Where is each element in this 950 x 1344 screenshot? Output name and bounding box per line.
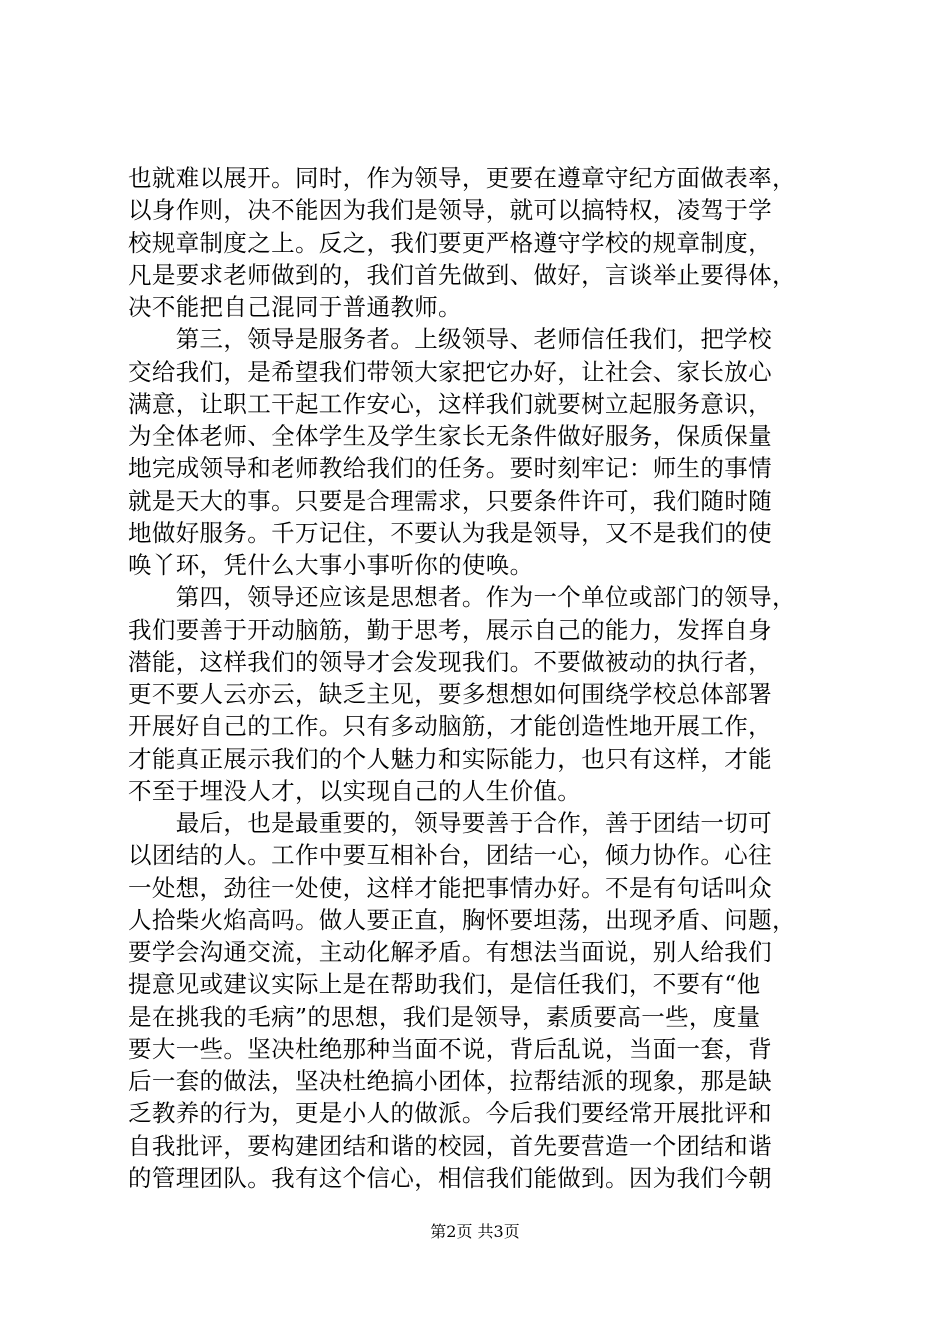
text-line: 满意，让职工干起工作安心，这样我们就要树立起服务意识， bbox=[128, 389, 772, 418]
text-line: 后一套的做法，坚决杜绝搞小团体，拉帮结派的现象，那是缺 bbox=[128, 1067, 772, 1095]
text-line: 第三，领导是服务者。上级领导、老师信任我们，把学校 bbox=[128, 325, 772, 354]
text-line: 以身作则，决不能因为我们是领导，就可以搞特权，凌驾于学 bbox=[128, 196, 772, 225]
text-line: 以团结的人。工作中要互相补台，团结一心，倾力协作。心往 bbox=[128, 841, 772, 870]
text-line: 乏教养的行为，更是小人的做派。今后我们要经常开展批评和 bbox=[128, 1099, 772, 1128]
text-line: 第四，领导还应该是思想者。作为一个单位或部门的领导， bbox=[128, 583, 796, 612]
text-line: 潜能，这样我们的领导才会发现我们。不要做被动的执行者， bbox=[128, 647, 772, 676]
text-line: 校规章制度之上。反之，我们要更严格遵守学校的规章制度， bbox=[128, 228, 772, 257]
text-line: 人拾柴火焰高吗。做人要正直，胸怀要坦荡，出现矛盾、问题， bbox=[128, 905, 796, 934]
text-line: 交给我们，是希望我们带领大家把它办好，让社会、家长放心 bbox=[128, 357, 772, 386]
text-line: 才能真正展示我们的个人魅力和实际能力，也只有这样，才能 bbox=[128, 744, 772, 773]
text-line: 不至于埋没人才，以实现自己的人生价值。 bbox=[128, 776, 582, 805]
text-line: 自我批评，要构建团结和谐的校园，首先要营造一个团结和谐 bbox=[128, 1131, 772, 1160]
text-line: 的管理团队。我有这个信心，相信我们能做到。因为我们今朝 bbox=[128, 1163, 772, 1192]
text-line: 凡是要求老师做到的，我们首先做到、做好，言谈举止要得体， bbox=[128, 260, 796, 289]
body-text bbox=[128, 162, 828, 1194]
text-line: 为全体老师、全体学生及学生家长无条件做好服务，保质保量 bbox=[128, 422, 772, 450]
text-line: 要学会沟通交流，主动化解矛盾。有想法当面说，别人给我们 bbox=[128, 938, 772, 966]
text-line: 要大一些。坚决杜绝那种当面不说，背后乱说，当面一套，背 bbox=[128, 1034, 772, 1063]
text-line: 唤丫环，凭什么大事小事听你的使唤。 bbox=[128, 551, 534, 579]
text-line: 地完成领导和老师教给我们的任务。要时刻牢记：师生的事情 bbox=[128, 454, 772, 483]
text-line: 一处想，劲往一处使，这样才能把事情办好。不是有句话叫众 bbox=[128, 873, 772, 902]
text-line: 也就难以展开。同时，作为领导，更要在遵章守纪方面做表率， bbox=[128, 164, 796, 192]
text-line: 地做好服务。千万记住，不要认为我是领导，又不是我们的使 bbox=[128, 518, 772, 547]
text-line: 开展好自己的工作。只有多动脑筋，才能创造性地开展工作， bbox=[128, 712, 772, 741]
page-footer: 第2页 共3页 bbox=[430, 1222, 520, 1241]
text-line: 我们要善于开动脑筋，勤于思考，展示自己的能力，发挥自身 bbox=[128, 615, 772, 644]
text-line: 最后，也是最重要的，领导要善于合作，善于团结一切可 bbox=[128, 809, 772, 837]
text-line: 决不能把自己混同于普通教师。 bbox=[128, 293, 462, 321]
text-line: 就是天大的事。只要是合理需求，只要条件许可，我们随时随 bbox=[128, 486, 772, 515]
text-line: 提意见或建议实际上是在帮助我们，是信任我们，不要有“他 bbox=[128, 970, 761, 999]
text-line: 是在挑我的毛病”的思想，我们是领导，素质要高一些，度量 bbox=[128, 1002, 761, 1031]
text-line: 更不要人云亦云，缺乏主见，要多想想如何围绕学校总体部署 bbox=[128, 680, 772, 708]
